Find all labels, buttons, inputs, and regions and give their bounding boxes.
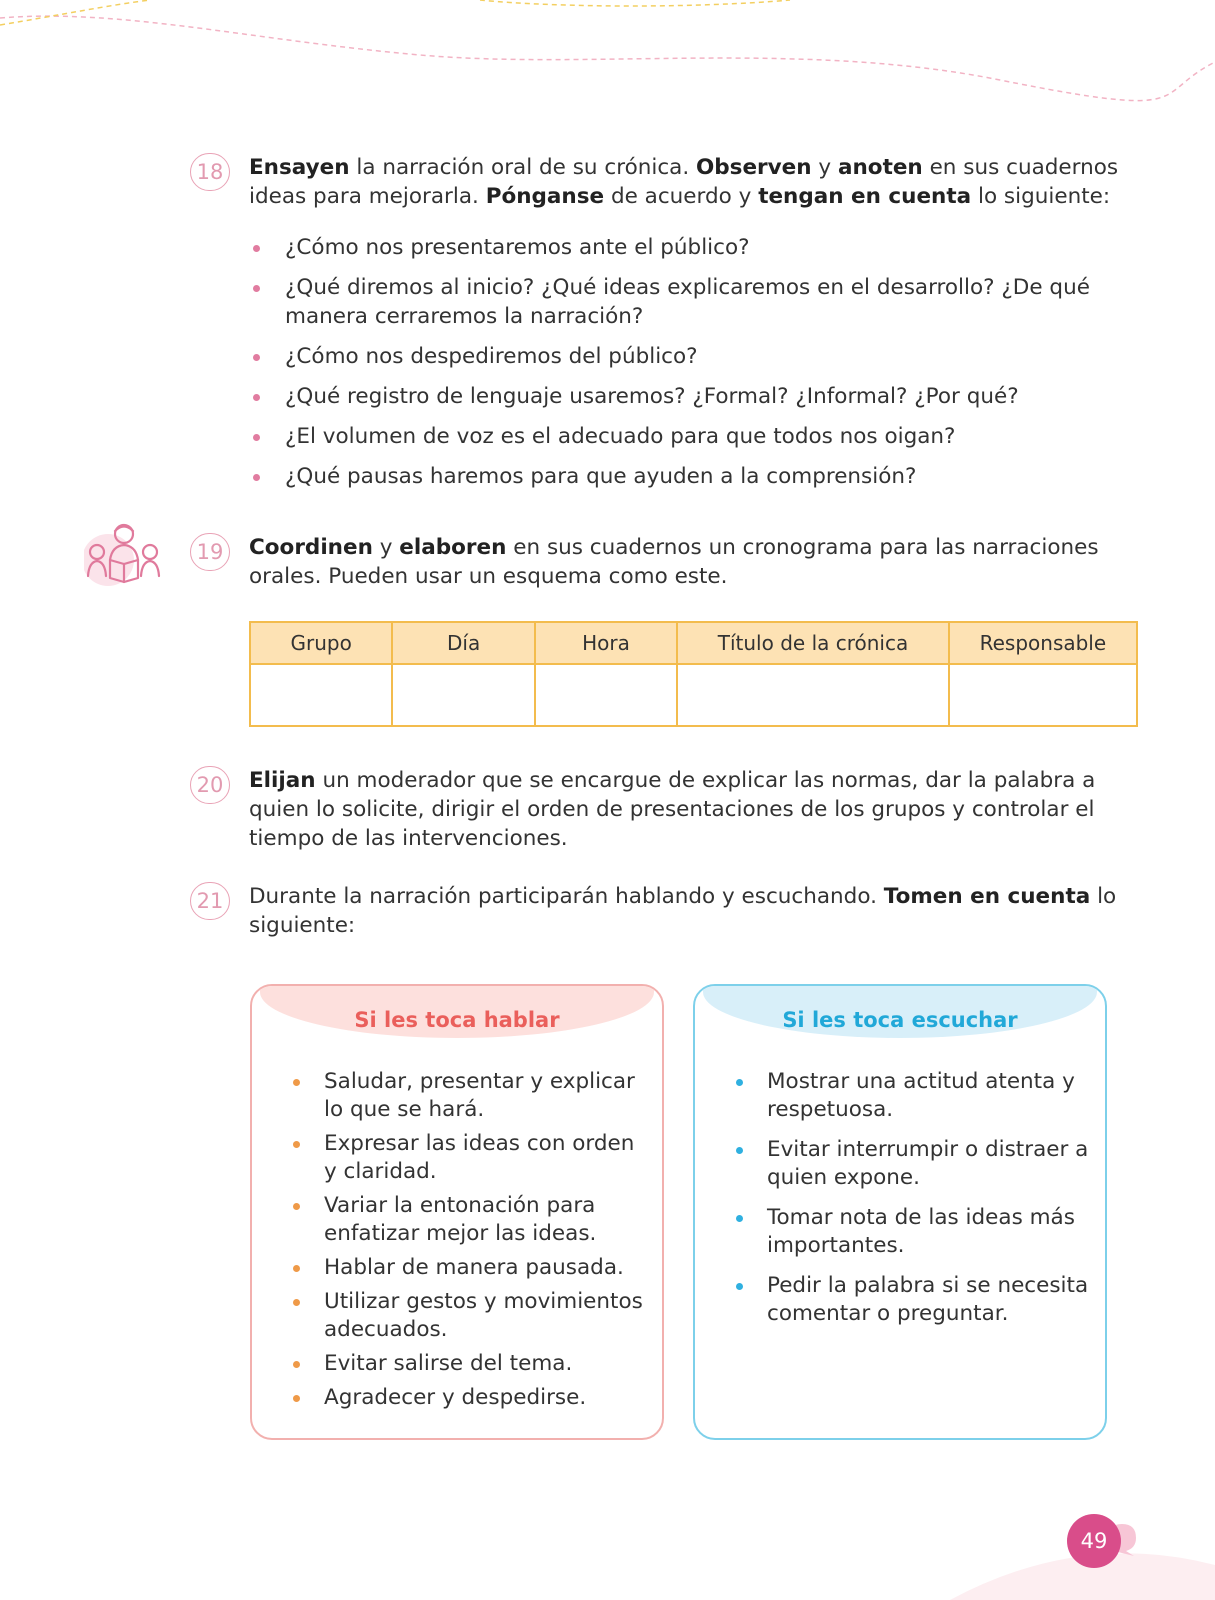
text-run: en sus cuadernos un cronograma para las narraciones orales. Pueden usar un esquema como este. (249, 535, 1099, 589)
activity-19 (190, 533, 1140, 727)
table-cell (392, 664, 534, 726)
emphasized-text: Tomen en cuenta (883, 884, 1091, 909)
speaking-tips-box (250, 984, 664, 1440)
box-title: Si les toca hablar (354, 1008, 560, 1032)
table-cell (250, 664, 392, 726)
text-run: y (372, 535, 400, 560)
decorative-wave-lines (0, 0, 1215, 110)
page-number: 49 (1067, 1514, 1121, 1568)
list-item: Saludar, presentar y explicar lo que se hará. (290, 1068, 646, 1124)
table-row (250, 664, 1137, 726)
list-item: Evitar interrumpir o distraer a quien expone. (733, 1136, 1089, 1192)
activity-number: 19 (190, 533, 230, 571)
emphasized-text: Ensayen (249, 155, 350, 180)
emphasized-text: tengan en cuenta (758, 184, 972, 209)
emphasized-text: Observen (696, 155, 812, 180)
list-item: Agradecer y despedirse. (290, 1384, 646, 1412)
decorative-bottom-shape (0, 1540, 1215, 1600)
listening-tips-box (693, 984, 1107, 1440)
list-item: Mostrar una actitud atenta y respetuosa. (733, 1068, 1089, 1124)
table-cell (949, 664, 1137, 726)
column-header-day: Día (392, 622, 534, 664)
emphasized-text: Coordinen (249, 535, 373, 560)
list-item: Pedir la palabra si se necesita comentar o preguntar. (733, 1272, 1089, 1328)
list-item: Tomar nota de las ideas más importantes. (733, 1204, 1089, 1260)
list-item: ¿Qué registro de lenguaje usaremos? ¿Formal? ¿Informal? ¿Por qué? (249, 382, 1140, 411)
activity-20 (190, 766, 1140, 853)
activity-number: 21 (190, 882, 230, 920)
list-item: Utilizar gestos y movimientos adecuados. (290, 1288, 646, 1344)
column-header-time: Hora (535, 622, 677, 664)
column-header-responsible: Responsable (949, 622, 1137, 664)
list-item: ¿Cómo nos presentaremos ante el público? (249, 233, 1140, 262)
list-item: Variar la entonación para enfatizar mejor las ideas. (290, 1192, 646, 1248)
box-title: Si les toca escuchar (782, 1008, 1018, 1032)
tips-list (733, 1068, 1089, 1340)
text-run: lo siguiente: (971, 184, 1111, 209)
emphasized-text: elaboren (399, 535, 507, 560)
emphasized-text: anoten (837, 155, 923, 180)
question-list (249, 233, 1140, 491)
list-item: ¿Cómo nos despediremos del público? (249, 342, 1140, 371)
activity-instructions (249, 153, 1140, 211)
tips-list (290, 1068, 646, 1418)
text-run: Durante la narración participarán hablando y escuchando. (249, 884, 884, 909)
list-item: Evitar salirse del tema. (290, 1350, 646, 1378)
text-run: en sus cuadernos ideas para mejorarla. (249, 155, 1119, 209)
activity-21 (190, 882, 1140, 940)
list-item: ¿Qué pausas haremos para que ayuden a la comprensión? (249, 462, 1140, 491)
activity-number: 18 (190, 153, 230, 191)
column-header-title: Título de la crónica (677, 622, 949, 664)
list-item: Expresar las ideas con orden y claridad. (290, 1130, 646, 1186)
text-run: lo siguiente: (249, 884, 1117, 938)
group-reading-icon (84, 520, 164, 586)
activity-instructions (249, 766, 1140, 853)
activity-number: 20 (190, 766, 230, 804)
list-item: ¿Qué diremos al inicio? ¿Qué ideas explicaremos en el desarrollo? ¿De qué manera cerraremos la narración? (249, 273, 1140, 331)
text-run: la narración oral de su crónica. (349, 155, 697, 180)
emphasized-text: Elijan (249, 768, 316, 793)
schedule-table (249, 621, 1138, 727)
text-run: de acuerdo y (604, 184, 759, 209)
column-header-group: Grupo (250, 622, 392, 664)
list-item: Hablar de manera pausada. (290, 1254, 646, 1282)
text-run: un moderador que se encargue de explicar las normas, dar la palabra a quien lo solicite, dirigir el orden de presentaciones de los grupos y controlar el tiempo de las intervenciones. (249, 768, 1096, 851)
text-run: y (811, 155, 838, 180)
activity-instructions (249, 882, 1140, 940)
activity-instructions (249, 533, 1140, 591)
list-item: ¿El volumen de voz es el adecuado para que todos nos oigan? (249, 422, 1140, 451)
table-cell (677, 664, 949, 726)
emphasized-text: Pónganse (485, 184, 605, 209)
activity-18 (190, 153, 1140, 502)
table-cell (535, 664, 677, 726)
